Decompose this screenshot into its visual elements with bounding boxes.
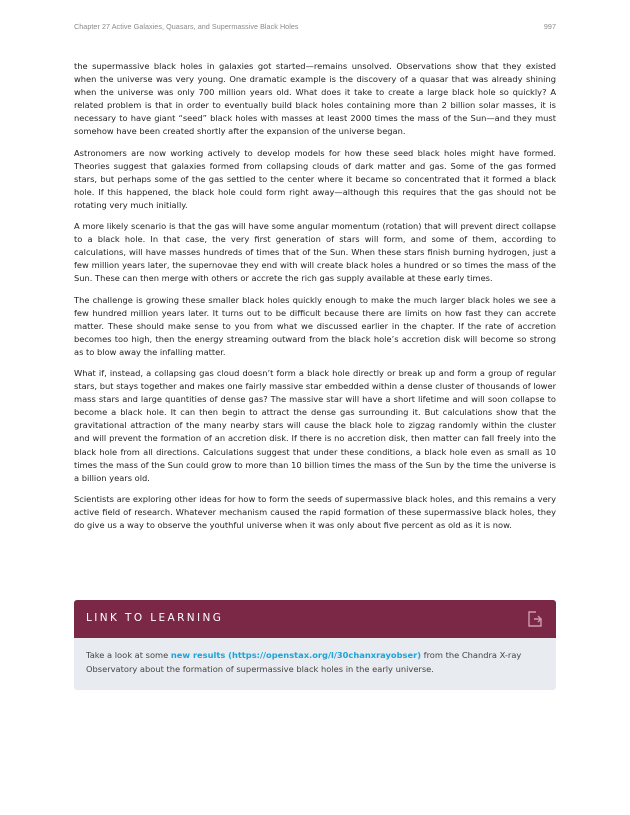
body-text (74, 60, 556, 540)
callout-text-before: Take a look at some (86, 650, 171, 660)
paragraph: the supermassive black holes in galaxies got started—remains unsolved. Observations show that they existed when the universe was very young. One dramatic example is the discovery of a quasar that was already shining when the universe was only 700 million years old. What does it take to create a large black hole so quickly? A related problem is that in order to eventually build black holes containing more than 2 billion solar masses, it is necessary to have giant “seed” black holes with masses at least 2000 times the mass of the Sun—and they must somehow have been created shortly after the expansion of the universe began. (74, 61, 556, 137)
callout-header (74, 600, 556, 638)
external-link-icon[interactable] (526, 610, 544, 628)
link-to-learning-box (74, 600, 556, 690)
page-number: 997 (543, 22, 556, 31)
paragraph: Astronomers are now working actively to develop models for how these seed black holes might have formed. Theories suggest that galaxies formed from collapsing clouds of dark matter and gas. Some of the gas formed stars, but perhaps some of the gas settled to the center where it became so concentrated that it formed a black hole. If this happened, the black hole could form right away—although this requires that the gas should not be rotating very much initially. (74, 147, 556, 210)
callout-title: LINK TO LEARNING (86, 612, 224, 624)
new-results-link[interactable]: new results (https://openstax.org/l/30chanxrayobser) (170, 650, 422, 660)
running-head (74, 22, 556, 31)
paragraph: Scientists are exploring other ideas for how to form the seeds of supermassive black holes, and this remains a very active field of research. Whatever mechanism caused the rapid formation of these supermassive black holes, they do give us a way to observe the youthful universe when it was only about five percent as old as it is now. (74, 493, 556, 530)
chapter-title: Chapter 27 Active Galaxies, Quasars, and Supermassive Black Holes (74, 22, 299, 31)
paragraph: A more likely scenario is that the gas will have some angular momentum (rotation) that will prevent direct collapse to a black hole. In that case, the very first generation of stars will form, and some of them, according to calculations, will have masses hundreds of times that of the Sun. When these stars finish burning hydrogen, just a few million years later, the supernovae they end with will create black holes a hundred or so times the mass of the Sun. These can then merge with others or accrete the rich gas supply available at these early times. (74, 221, 556, 284)
paragraph: The challenge is growing these smaller black holes quickly enough to make the much larger black holes we see a few hundred million years later. It turns out to be difficult because there are limits on how fast they can accrete matter. These should make sense to you from what we discussed earlier in the chapter. If the rate of accretion becomes too high, then the energy streaming outward from the black hole’s accretion disk will become so strong as to blow away the infalling matter. (74, 294, 556, 357)
callout-body (74, 638, 556, 690)
callout-text-after: from the Chandra X-ray Observatory about the formation of supermassive black holes in the early universe. (86, 650, 522, 674)
paragraph: What if, instead, a collapsing gas cloud doesn’t form a black hole directly or break up and form a group of regular stars, but stays together and makes one fairly massive star embedded within a dense cluster of thousands of lower mass stars and large quantities of dense gas? The massive star will have a short lifetime and will soon collapse to become a black hole. It can then begin to attract the dense gas surrounding it. But calculations show that the gravitational attraction of the many nearby stars will cause the black hole to zigzag randomly within the cluster and will prevent the formation of an accretion disk. If there is no accretion disk, then matter can fall freely into the black hole from all directions. Calculations suggest that under these conditions, a black hole even as small as 10 times the mass of the Sun could grow to more than 10 billion times the mass of the Sun by the time the universe is a billion years old. (74, 367, 556, 483)
